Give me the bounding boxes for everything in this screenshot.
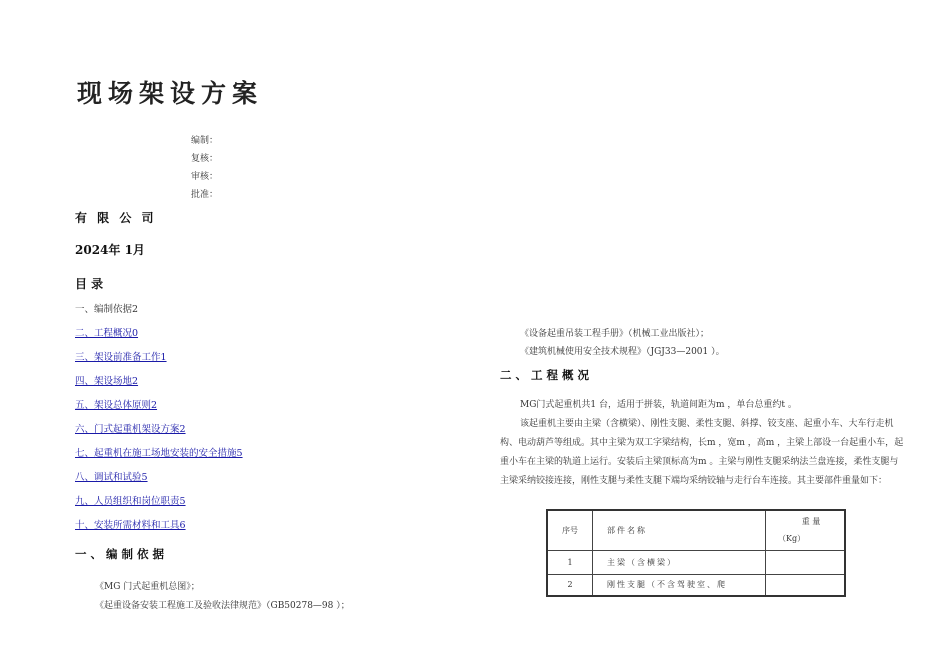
reference-3: 《设备起重吊装工程手册》（机械工业出版社）； [520, 329, 710, 339]
toc-link-4[interactable]: 四、架设场地2 [75, 376, 139, 387]
header-weight-label: 重 量 [801, 517, 821, 527]
document-date: 2024年 1月 [75, 243, 145, 257]
header-weight-unit: （Kg） [778, 534, 806, 544]
row-2-seq: 2 [547, 574, 593, 596]
toc-link-6[interactable]: 六、门式起重机架设方案2 [75, 424, 186, 435]
signoff-compiled: 编制： [191, 136, 219, 146]
header-part-name: 部件名称 [593, 510, 766, 550]
overview-paragraph-1: MG门式起重机共1 台，适用于拼装，轨道间距为m ，单台总重约t 。 [520, 400, 797, 410]
toc-link-10[interactable]: 十、安装所需材料和工具6 [75, 520, 186, 531]
row-1-weight [766, 550, 846, 574]
signoff-reviewed: 复核： [191, 154, 219, 164]
document-title: 现场架设方案 [77, 79, 264, 108]
parts-weight-table [546, 509, 846, 597]
table-row [547, 574, 845, 596]
company-name: 有 限 公 司 [75, 211, 157, 225]
reference-1: 《MG 门式起重机总图》； [95, 582, 200, 592]
toc-link-8[interactable]: 八、调试和试验5 [75, 472, 148, 483]
row-2-weight [766, 574, 846, 596]
toc-link-5[interactable]: 五、架设总体原则2 [75, 400, 158, 411]
signoff-audited: 审核： [191, 172, 219, 182]
signoff-approved: 批准： [191, 190, 219, 200]
toc-link-3[interactable]: 三、架设前准备工作1 [75, 352, 167, 363]
row-1-part: 主梁（含横梁） [593, 550, 766, 574]
toc-link-9[interactable]: 九、人员组织和岗位职责5 [75, 496, 186, 507]
section-2-heading: 二 、 工 程 概 况 [500, 368, 590, 382]
project-overview [500, 396, 905, 491]
row-1-seq: 1 [547, 550, 593, 574]
overview-paragraph-2: 该起重机主要由主梁（含横梁）、刚性支腿、柔性支腿、斜撑、铰支座、起重小车、大车行走机构、电动葫芦等组成。其中主梁为双工字梁结构，长m ，宽m ，高m ，主梁上部设一台起重小车，起重小车在主梁的轨道上运行。安装后主梁顶标高为m 。主梁与刚性支腿采纳法兰盘连接，柔性支腿与主梁采纳铰接连接，刚性支腿与柔性支腿下端均采纳铰轴与走行台车连接。其主要部件重量如下： [500, 419, 904, 486]
toc-heading: 目 录 [75, 277, 104, 291]
table-row [547, 550, 845, 574]
reference-4: 《建筑机械使用安全技术规程》（JGJ33—2001 ）。 [520, 347, 725, 357]
header-weight [766, 510, 846, 550]
section-1-heading: 一 、 编 制 依 据 [75, 547, 165, 561]
row-2-part: 刚性支腿（不含驾驶室、爬 [593, 574, 766, 596]
toc-item-1: 一、编制依据2 [75, 304, 139, 315]
table-header-row [547, 510, 845, 550]
toc-link-7[interactable]: 七、起重机在施工场地安装的安全措施5 [75, 448, 243, 459]
header-seq: 序号 [547, 510, 593, 550]
reference-2: 《起重设备安装工程施工及验收法律规范》（GB50278—98 ）； [95, 601, 350, 611]
toc-link-2[interactable]: 二、工程概况0 [75, 328, 139, 339]
